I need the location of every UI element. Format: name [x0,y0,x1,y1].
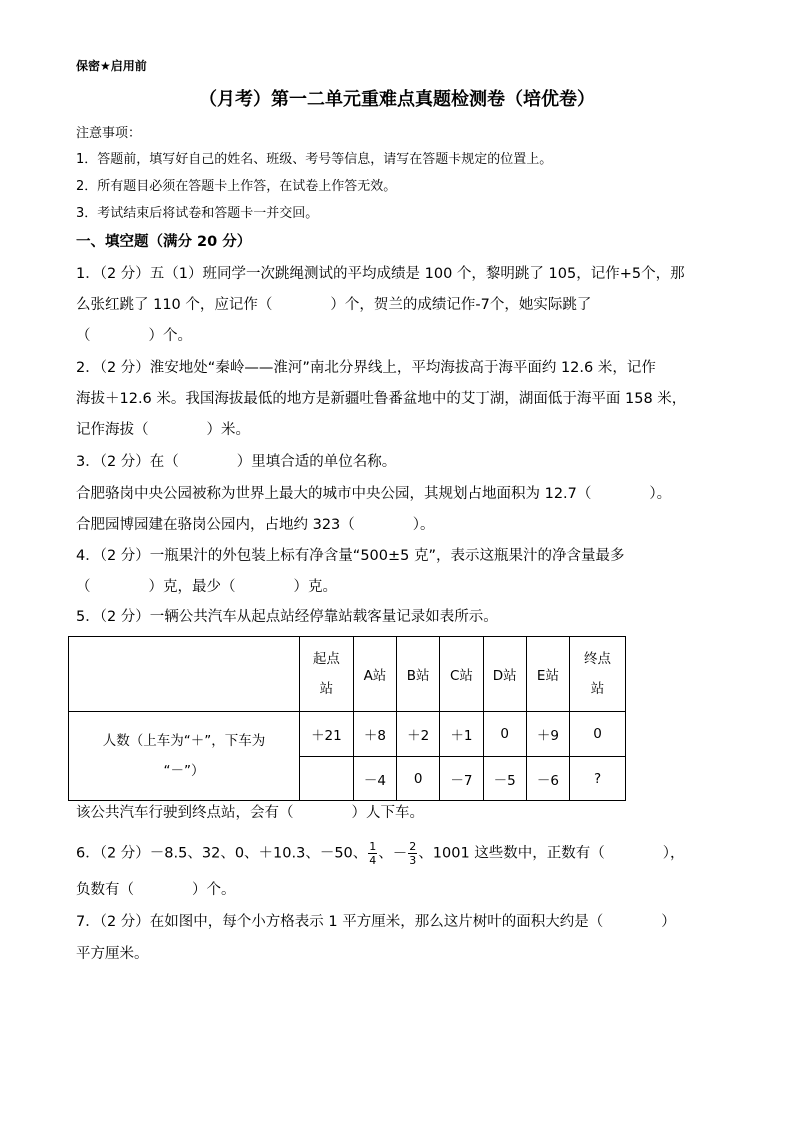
notice-item: 1．答题前，填写好自己的姓名、班级、考号等信息，请写在答题卡规定的位置上。 [76,152,553,167]
q4-line: 4．（2 分）一瓶果汁的外包装上标有净含量“500±5 克”，表示这瓶果汁的净含量最多 [76,548,625,564]
q7-line: 7．（2 分）在如图中，每个小方格表示 1 平方厘米，那么这片树叶的面积大约是（ ） [76,914,676,930]
q6-line: 6．（2 分）－8.5、32、0、＋10.3、－50、 $\frac{1}{4}$ 、 － $\frac{2}{3}$ 、1001 这些数中，正数有（ ）， [76,840,685,867]
confidential-label: 保密★启用前 [76,59,147,73]
table-row [69,712,626,757]
notice-item: 3．考试结束后将试卷和答题卡一并交回。 [76,206,319,221]
q2-line: 2．（2 分）淮安地处“秦岭——淮河”南北分界线上，平均海拔高于海平面约 12.6 米，记作 [76,360,656,376]
q2-line: 记作海拔（ ）米。 [76,422,250,438]
notice-heading: 注意事项： [76,126,142,141]
table-row-label: 人数（上车为“＋”，下车为 “－”） [69,712,300,801]
q3-line: 合肥骆岗中央公园被称为世界上最大的城市中央公园，其规划占地面积为 12.7（ ）。 [76,486,672,502]
q5-line: 5．（2 分）一辆公共汽车从起点站经停靠站载客量记录如表所示。 [76,609,498,625]
table-header-cell: B站 [397,637,440,712]
q7-line: 平方厘米。 [76,946,149,962]
table-cell: 0 [570,712,626,757]
bus-table [68,636,626,801]
table-cell: －6 [526,757,569,801]
table-corner-cell [69,637,300,712]
fraction-one-quarter: $\frac{1}{4}$ [369,840,377,867]
q6-line: 负数有（ ）个。 [76,882,236,898]
q6-prefix: 6．（2 分）－8.5、32、0、＋10.3、－50、 [76,845,368,862]
table-cell: ＋9 [526,712,569,757]
table-header-cell: C站 [440,637,483,712]
page-title: （月考）第一二单元重难点真题检测卷（培优卷） [199,89,595,110]
q2-line: 海拔＋12.6 米。我国海拔最低的地方是新疆吐鲁番盆地中的艾丁湖，湖面低于海平面 158 米， [76,391,687,407]
table-cell: －5 [483,757,526,801]
table-header-row [69,637,626,712]
q1-line: （ ）个。 [76,328,192,344]
table-cell: ? [570,757,626,801]
table-header-cell: 终点 站 [570,637,626,712]
table-header-cell: A站 [353,637,396,712]
table-cell: 0 [397,757,440,801]
table-cell: ＋8 [353,712,396,757]
q1-line: 么张红跳了 110 个，应记作（ ）个，贺兰的成绩记作-7个，她实际跳了 [76,297,592,313]
table-cell: ＋2 [397,712,440,757]
q5-after-line: 该公共汽车行驶到终点站，会有（ ）人下车。 [76,805,424,821]
q4-line: （ ）克，最少（ ）克。 [76,579,337,595]
q3-line: 3．（2 分）在（ ）里填合适的单位名称。 [76,454,397,470]
notice-item: 2．所有题目必须在答题卡上作答，在试卷上作答无效。 [76,179,397,194]
q1-line: 1．（2 分）五（1）班同学一次跳绳测试的平均成绩是 100 个，黎明跳了 105，记作+5个，那 [76,266,685,282]
table-header-cell: E站 [526,637,569,712]
table-header-cell: 起点 站 [300,637,354,712]
table-cell: ＋21 [300,712,354,757]
table-cell [300,757,354,801]
table-cell: －7 [440,757,483,801]
table-cell: ＋1 [440,712,483,757]
section-heading: 一、填空题（满分 20 分） [76,234,252,250]
table-header-cell: D站 [483,637,526,712]
table-cell: 0 [483,712,526,757]
fraction-two-thirds: $\frac{2}{3}$ [409,840,417,867]
q3-line: 合肥园博园建在骆岗公园内，占地约 323（ ）。 [76,517,435,533]
q6-suffix: 、1001 这些数中，正数有（ ）， [418,845,685,862]
table-cell: －4 [353,757,396,801]
